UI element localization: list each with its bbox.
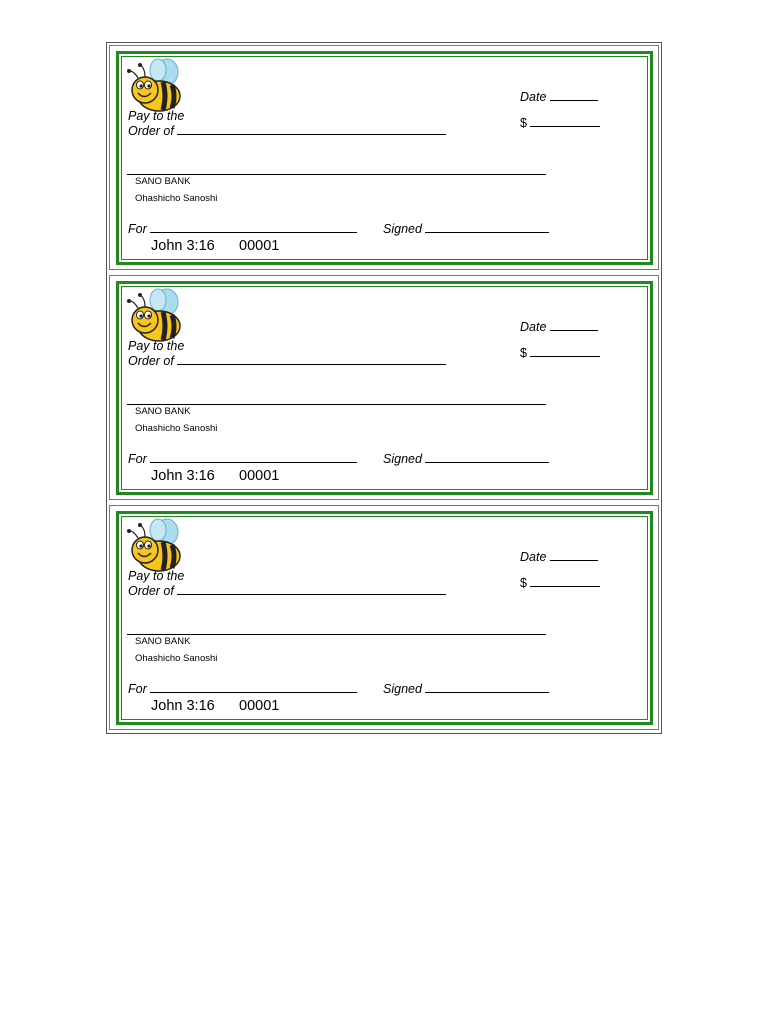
bank-name: SANO BANK — [135, 406, 191, 417]
amount-words-line[interactable] — [127, 174, 546, 175]
date-row — [520, 320, 598, 334]
amount-row — [520, 346, 600, 360]
reference-text: John 3:16 — [151, 238, 215, 254]
check-2 — [116, 281, 653, 495]
check-number: 00001 — [239, 238, 280, 254]
for-row — [128, 682, 357, 696]
check-cell-1 — [109, 45, 659, 270]
order-of-label: Order of — [128, 584, 174, 598]
check-cell-2 — [109, 275, 659, 500]
order-of-row — [128, 354, 446, 368]
payee-line[interactable] — [177, 124, 446, 135]
payee-line[interactable] — [177, 584, 446, 595]
pay-to-label: Pay to the — [128, 109, 185, 123]
date-row — [520, 550, 598, 564]
check-1 — [116, 51, 653, 265]
order-of-row — [128, 584, 446, 598]
signed-row — [383, 682, 549, 696]
bank-name: SANO BANK — [135, 176, 191, 187]
memo-line[interactable] — [150, 682, 357, 693]
bank-address: Ohashicho Sanoshi — [135, 193, 218, 204]
bank-address: Ohashicho Sanoshi — [135, 423, 218, 434]
for-row — [128, 222, 357, 236]
bee-icon — [125, 518, 187, 574]
amount-row — [520, 116, 600, 130]
date-label: Date — [520, 550, 547, 564]
dollar-sign: $ — [520, 576, 527, 590]
check-number: 00001 — [239, 698, 280, 714]
reference-text: John 3:16 — [151, 468, 215, 484]
date-line[interactable] — [550, 550, 598, 561]
check-3 — [116, 511, 653, 725]
amount-line[interactable] — [530, 346, 600, 357]
date-row — [520, 90, 598, 104]
signature-line[interactable] — [425, 452, 549, 463]
for-row — [128, 452, 357, 466]
check-sheet — [106, 42, 662, 734]
amount-line[interactable] — [530, 116, 600, 127]
pay-to-label: Pay to the — [128, 569, 185, 583]
date-line[interactable] — [550, 320, 598, 331]
bank-address: Ohashicho Sanoshi — [135, 653, 218, 664]
order-of-label: Order of — [128, 124, 174, 138]
reference-text: John 3:16 — [151, 698, 215, 714]
amount-line[interactable] — [530, 576, 600, 587]
amount-row — [520, 576, 600, 590]
signature-line[interactable] — [425, 682, 549, 693]
signed-label: Signed — [383, 682, 422, 696]
check-number: 00001 — [239, 468, 280, 484]
order-of-row — [128, 124, 446, 138]
dollar-sign: $ — [520, 346, 527, 360]
memo-line[interactable] — [150, 452, 357, 463]
for-label: For — [128, 452, 147, 466]
amount-words-line[interactable] — [127, 634, 546, 635]
order-of-label: Order of — [128, 354, 174, 368]
bee-icon — [125, 288, 187, 344]
bank-name: SANO BANK — [135, 636, 191, 647]
pay-to-label: Pay to the — [128, 339, 185, 353]
signed-label: Signed — [383, 452, 422, 466]
for-label: For — [128, 222, 147, 236]
bee-icon — [125, 58, 187, 114]
signed-row — [383, 222, 549, 236]
memo-line[interactable] — [150, 222, 357, 233]
signed-row — [383, 452, 549, 466]
check-cell-3 — [109, 505, 659, 730]
signed-label: Signed — [383, 222, 422, 236]
amount-words-line[interactable] — [127, 404, 546, 405]
dollar-sign: $ — [520, 116, 527, 130]
date-label: Date — [520, 320, 547, 334]
payee-line[interactable] — [177, 354, 446, 365]
date-label: Date — [520, 90, 547, 104]
date-line[interactable] — [550, 90, 598, 101]
signature-line[interactable] — [425, 222, 549, 233]
for-label: For — [128, 682, 147, 696]
